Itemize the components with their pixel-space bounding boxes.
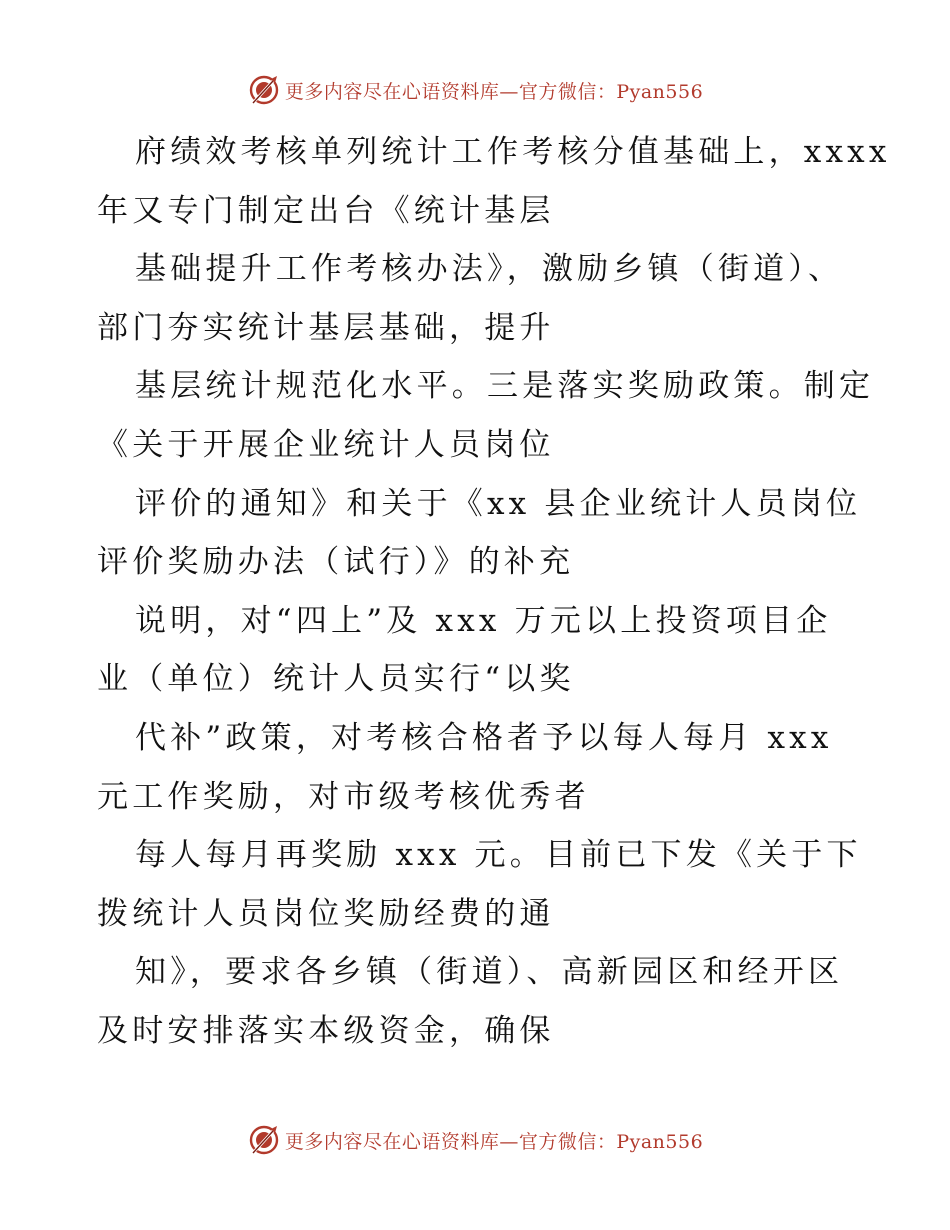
body-line: 代补”政策，对考核合格者予以每人每月 xxx	[135, 719, 833, 756]
quill-pen-logo-icon	[247, 73, 281, 107]
header-banner	[0, 70, 950, 110]
footer-banner	[0, 1120, 950, 1160]
body-line: 及时安排落实本级资金，确保	[97, 1012, 555, 1049]
body-line: 年又专门制定出台《统计基层	[97, 192, 555, 229]
body-line: 部门夯实统计基层基础，提升	[97, 309, 555, 346]
body-line: 评价的通知》和关于《xx 县企业统计人员岗位	[135, 485, 862, 522]
quill-pen-logo-icon	[247, 1123, 281, 1157]
body-line: 评价奖励办法（试行）》的补充	[97, 544, 575, 581]
document-body	[97, 123, 891, 1061]
body-line: 说明，对“四上”及 xxx 万元以上投资项目企	[135, 602, 832, 639]
footer-banner-text: 更多内容尽在心语资料库—官方微信：Pyan556	[284, 1130, 704, 1153]
body-line: 拨统计人员岗位奖励经费的通	[97, 895, 555, 932]
body-line: 元工作奖励，对市级考核优秀者	[97, 778, 590, 815]
body-line: 知》，要求各乡镇（街道）、高新园区和经开区	[135, 954, 844, 991]
body-line: 基础提升工作考核办法》，激励乡镇（街道）、	[135, 251, 844, 288]
body-line: 基层统计规范化水平。三是落实奖励政策。制定	[135, 368, 875, 405]
body-line: 府绩效考核单列统计工作考核分值基础上，xxxx	[135, 134, 891, 170]
body-line: 《关于开展企业统计人员岗位	[97, 426, 555, 463]
header-banner-text: 更多内容尽在心语资料库—官方微信：Pyan556	[284, 80, 704, 103]
body-line: 每人每月再奖励 xxx 元。目前已下发《关于下	[135, 837, 862, 874]
body-line: 业（单位）统计人员实行“以奖	[97, 661, 575, 698]
